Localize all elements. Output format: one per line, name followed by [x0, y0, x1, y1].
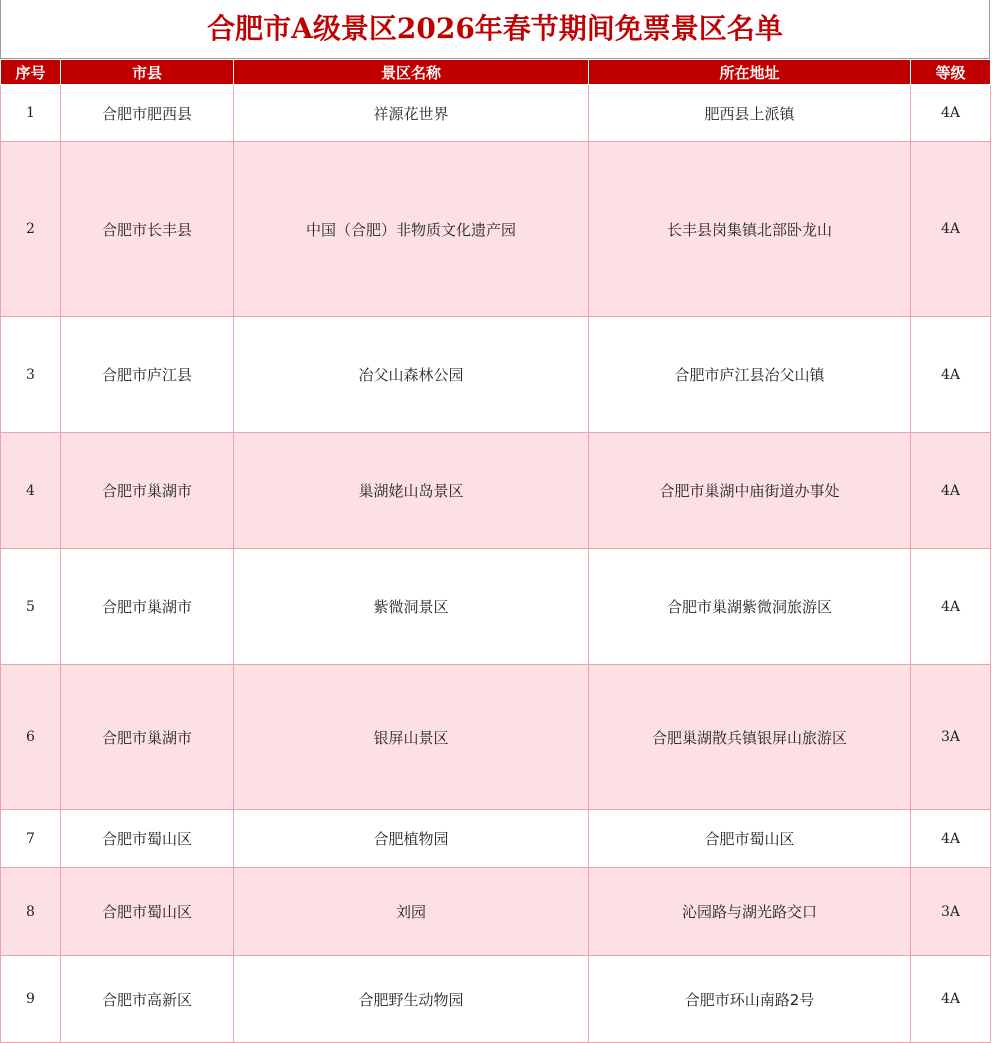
cell-grade: 4A: [911, 317, 991, 433]
cell-county: 合肥市蜀山区: [61, 868, 234, 956]
cell-grade: 3A: [911, 868, 991, 956]
table-row: [1, 549, 991, 665]
cell-spot-name: 银屏山景区: [234, 665, 589, 810]
cell-no: 5: [1, 549, 61, 665]
cell-grade: 4A: [911, 810, 991, 868]
cell-county: 合肥市长丰县: [61, 142, 234, 317]
cell-address: 合肥市巢湖中庙街道办事处: [589, 433, 911, 549]
cell-no: 6: [1, 665, 61, 810]
cell-spot-name: 合肥植物园: [234, 810, 589, 868]
cell-spot-name: 合肥野生动物园: [234, 956, 589, 1043]
cell-grade: 4A: [911, 85, 991, 142]
cell-grade: 4A: [911, 956, 991, 1043]
cell-spot-name: 祥源花世界: [234, 85, 589, 142]
cell-county: 合肥市高新区: [61, 956, 234, 1043]
cell-county: 合肥市肥西县: [61, 85, 234, 142]
table-row: [1, 665, 991, 810]
cell-no: 8: [1, 868, 61, 956]
table-row: [1, 142, 991, 317]
cell-no: 1: [1, 85, 61, 142]
cell-address: 合肥巢湖散兵镇银屏山旅游区: [589, 665, 911, 810]
cell-spot-name: 巢湖姥山岛景区: [234, 433, 589, 549]
cell-address: 合肥市环山南路2号: [589, 956, 911, 1043]
cell-grade: 4A: [911, 433, 991, 549]
cell-spot-name: 冶父山森林公园: [234, 317, 589, 433]
cell-address: 合肥市巢湖紫微洞旅游区: [589, 549, 911, 665]
header-grade: 等级: [911, 60, 991, 85]
cell-address: 长丰县岗集镇北部卧龙山: [589, 142, 911, 317]
header-row: [1, 60, 991, 85]
cell-grade: 3A: [911, 665, 991, 810]
table-row: [1, 317, 991, 433]
header-county: 市县: [61, 60, 234, 85]
sheet-title: 合肥市A级景区2026年春节期间免票景区名单: [1, 0, 989, 59]
scenic-spot-table: [0, 59, 991, 1043]
table-row: [1, 85, 991, 142]
cell-address: 沁园路与湖光路交口: [589, 868, 911, 956]
cell-no: 7: [1, 810, 61, 868]
header-no: 序号: [1, 60, 61, 85]
cell-spot-name: 紫微洞景区: [234, 549, 589, 665]
cell-county: 合肥市巢湖市: [61, 433, 234, 549]
cell-county: 合肥市巢湖市: [61, 549, 234, 665]
cell-grade: 4A: [911, 142, 991, 317]
cell-county: 合肥市巢湖市: [61, 665, 234, 810]
cell-address: 合肥市庐江县冶父山镇: [589, 317, 911, 433]
cell-no: 3: [1, 317, 61, 433]
cell-spot-name: 中国（合肥）非物质文化遗产园: [234, 142, 589, 317]
table-row: [1, 810, 991, 868]
cell-spot-name: 刘园: [234, 868, 589, 956]
cell-address: 肥西县上派镇: [589, 85, 911, 142]
table-row: [1, 868, 991, 956]
table-row: [1, 956, 991, 1043]
cell-county: 合肥市蜀山区: [61, 810, 234, 868]
cell-address: 合肥市蜀山区: [589, 810, 911, 868]
cell-county: 合肥市庐江县: [61, 317, 234, 433]
cell-no: 2: [1, 142, 61, 317]
cell-no: 9: [1, 956, 61, 1043]
header-address: 所在地址: [589, 60, 911, 85]
header-spot-name: 景区名称: [234, 60, 589, 85]
table-row: [1, 433, 991, 549]
cell-no: 4: [1, 433, 61, 549]
cell-grade: 4A: [911, 549, 991, 665]
